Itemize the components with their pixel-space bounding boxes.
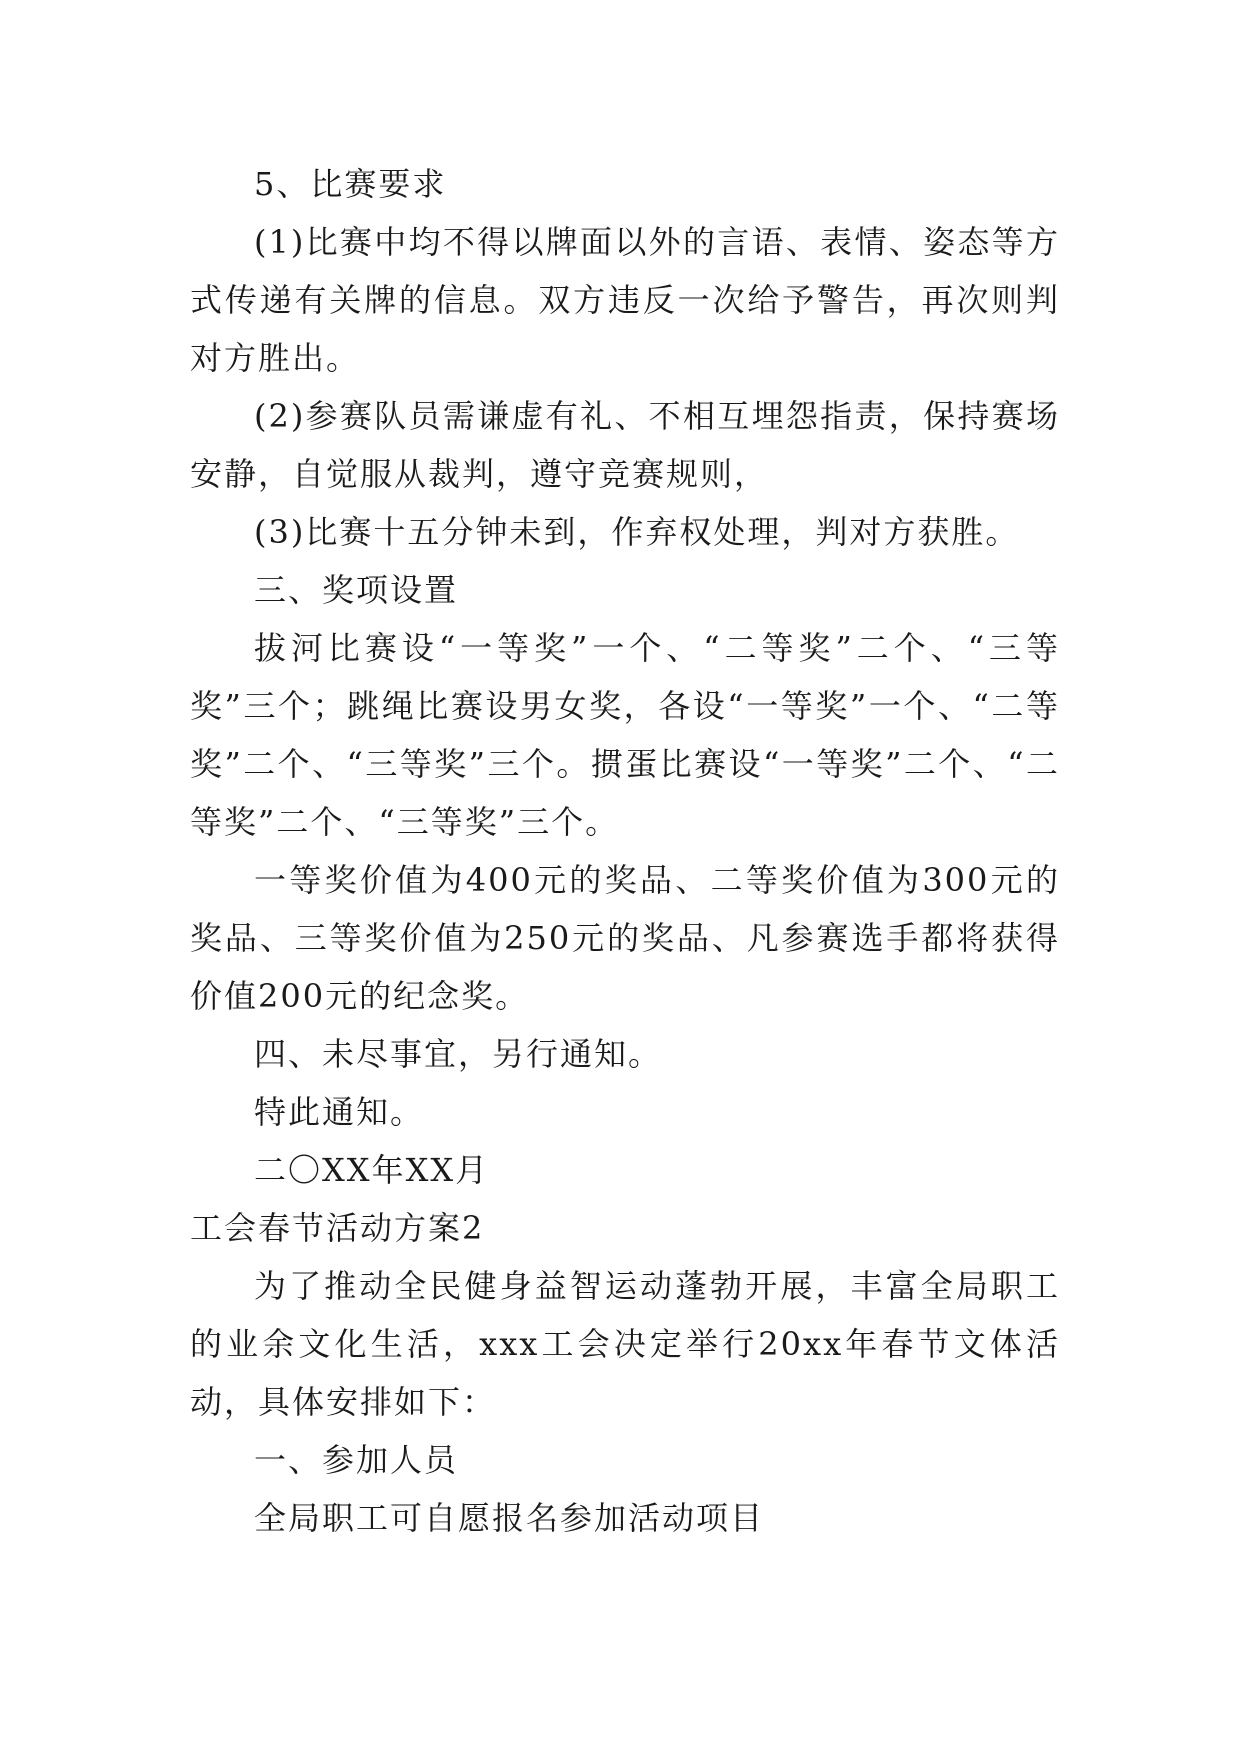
date-line: 二〇XX年XX月 [254,1151,490,1189]
section-heading: 四、未尽事宜，另行通知。 [254,1035,663,1073]
section-heading: 5、比赛要求 [254,165,447,203]
document-title: 工会春节活动方案2 [190,1209,485,1247]
body-paragraph: 全局职工可自愿报名参加活动项目 [254,1499,765,1537]
rule-paragraph: (1)比赛中均不得以牌面以外的言语、表情、姿态等方式传递有关牌的信息。双方违反一次给予警告，再次则判对方胜出。 [190,223,1060,377]
rule-paragraph: (3)比赛十五分钟未到，作弃权处理，判对方获胜。 [254,513,1020,551]
rule-paragraph: (2)参赛队员需谦虚有礼、不相互埋怨指责，保持赛场安静，自觉服从裁判，遵守竞赛规则， [190,397,1060,493]
document-body [190,155,1060,1547]
section-heading: 三、奖项设置 [254,571,459,609]
closing-line: 特此通知。 [254,1093,425,1131]
section-heading: 一、参加人员 [254,1441,459,1479]
body-paragraph: 一等奖价值为400元的奖品、二等奖价值为300元的奖品、三等奖价值为250元的奖品、凡参赛选手都将获得价值200元的纪念奖。 [190,861,1060,1015]
body-paragraph: 拔河比赛设“一等奖”一个、“二等奖”二个、“三等奖”三个；跳绳比赛设男女奖，各设“一等奖”一个、“二等奖”二个、“三等奖”三个。掼蛋比赛设“一等奖”二个、“二等奖”二个、“三等奖”三个。 [190,629,1060,841]
body-paragraph: 为了推动全民健身益智运动蓬勃开展，丰富全局职工的业余文化生活，xxx工会决定举行20xx年春节文体活动，具体安排如下： [190,1267,1060,1421]
